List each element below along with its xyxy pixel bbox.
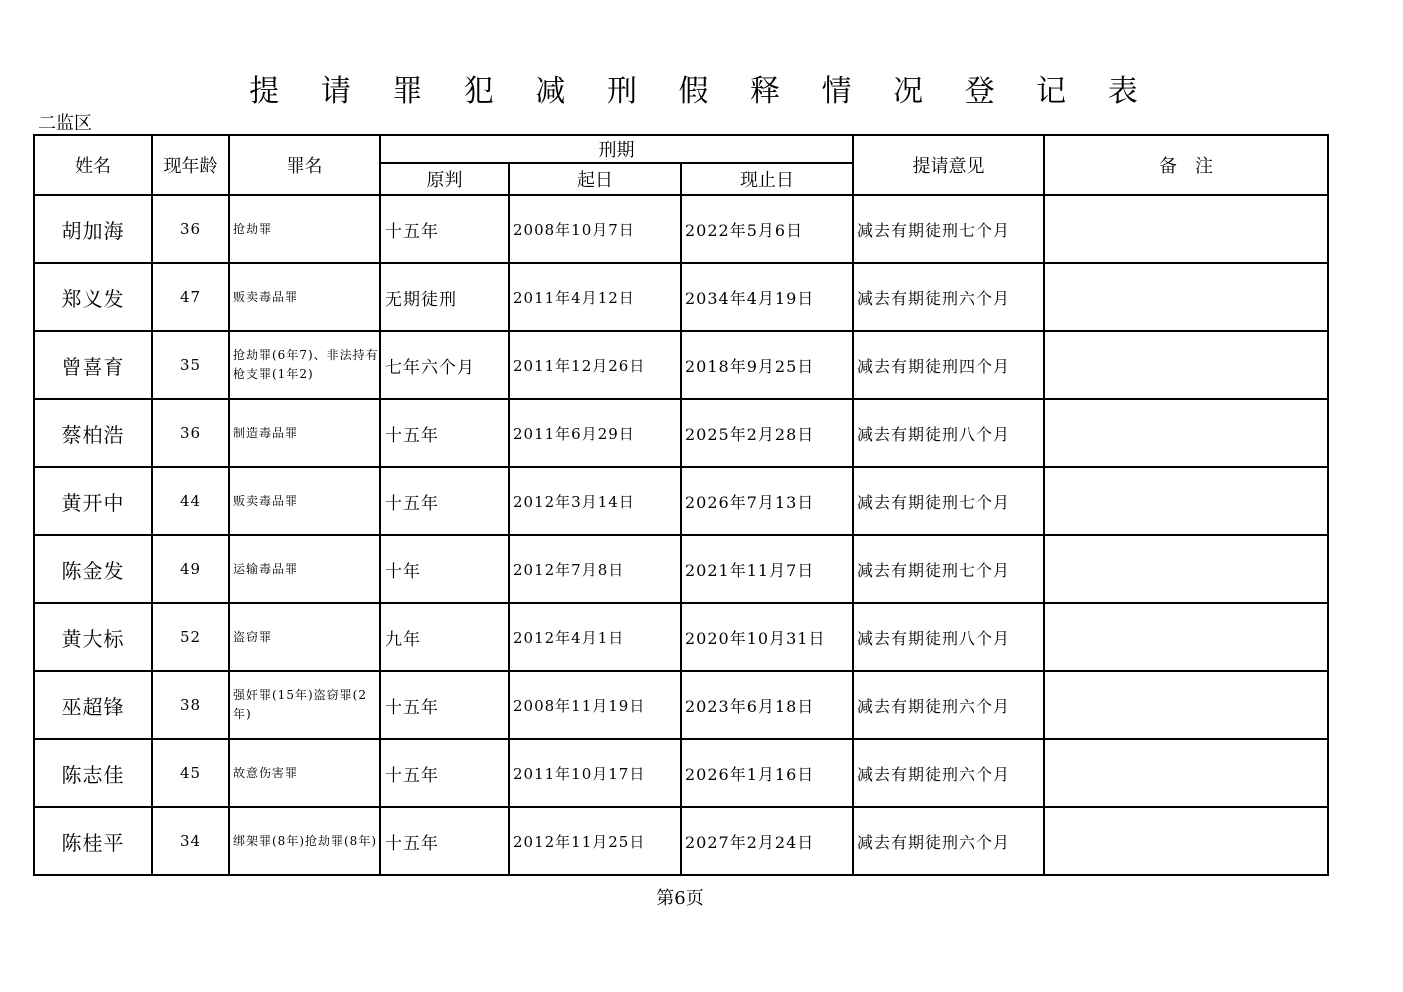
table-row [34, 399, 1328, 467]
table-row [34, 331, 1328, 399]
crime-cell: 运输毒品罪 [229, 535, 380, 603]
age-cell: 36 [152, 399, 229, 467]
start-date-cell: 2011年6月29日 [509, 399, 681, 467]
name-cell: 巫超锋 [34, 671, 152, 739]
name-cell: 黄大标 [34, 603, 152, 671]
opinion-cell: 减去有期徒刑七个月 [853, 467, 1044, 535]
end-date-cell: 2022年5月6日 [681, 195, 853, 263]
header-term: 刑期 [380, 135, 853, 163]
table-header [34, 135, 1328, 195]
crime-cell: 制造毒品罪 [229, 399, 380, 467]
remarks-cell [1044, 603, 1328, 671]
remarks-cell [1044, 671, 1328, 739]
end-date-cell: 2034年4月19日 [681, 263, 853, 331]
name-cell: 陈桂平 [34, 807, 152, 875]
name-cell: 黄开中 [34, 467, 152, 535]
crime-cell: 盗窃罪 [229, 603, 380, 671]
original-sentence-cell: 十五年 [380, 739, 509, 807]
crime-cell: 抢劫罪 [229, 195, 380, 263]
opinion-cell: 减去有期徒刑八个月 [853, 603, 1044, 671]
name-cell: 郑义发 [34, 263, 152, 331]
opinion-cell: 减去有期徒刑七个月 [853, 535, 1044, 603]
header-start-date: 起日 [509, 163, 681, 195]
name-cell: 胡加海 [34, 195, 152, 263]
remarks-cell [1044, 807, 1328, 875]
start-date-cell: 2008年10月7日 [509, 195, 681, 263]
end-date-cell: 2020年10月31日 [681, 603, 853, 671]
header-end-date: 现止日 [681, 163, 853, 195]
page-number: 第6页 [656, 888, 704, 909]
original-sentence-cell: 十五年 [380, 807, 509, 875]
start-date-cell: 2011年10月17日 [509, 739, 681, 807]
age-cell: 52 [152, 603, 229, 671]
start-date-cell: 2012年7月8日 [509, 535, 681, 603]
table-row [34, 535, 1328, 603]
start-date-cell: 2012年11月25日 [509, 807, 681, 875]
opinion-cell: 减去有期徒刑六个月 [853, 807, 1044, 875]
opinion-cell: 减去有期徒刑六个月 [853, 263, 1044, 331]
original-sentence-cell: 无期徒刑 [380, 263, 509, 331]
original-sentence-cell: 十五年 [380, 671, 509, 739]
name-cell: 蔡柏浩 [34, 399, 152, 467]
page-title: 提 请 罪 犯 减 刑 假 释 情 况 登 记 表 [249, 74, 1154, 109]
remarks-cell [1044, 263, 1328, 331]
header-original-sentence: 原判 [380, 163, 509, 195]
header-name: 姓名 [34, 135, 152, 195]
age-cell: 49 [152, 535, 229, 603]
end-date-cell: 2027年2月24日 [681, 807, 853, 875]
start-date-cell: 2011年12月26日 [509, 331, 681, 399]
table-row [34, 739, 1328, 807]
original-sentence-cell: 九年 [380, 603, 509, 671]
table-row [34, 807, 1328, 875]
start-date-cell: 2011年4月12日 [509, 263, 681, 331]
end-date-cell: 2026年7月13日 [681, 467, 853, 535]
original-sentence-cell: 七年六个月 [380, 331, 509, 399]
end-date-cell: 2025年2月28日 [681, 399, 853, 467]
opinion-cell: 减去有期徒刑八个月 [853, 399, 1044, 467]
opinion-cell: 减去有期徒刑七个月 [853, 195, 1044, 263]
age-cell: 35 [152, 331, 229, 399]
crime-cell: 抢劫罪(6年7)、非法持有枪支罪(1年2) [229, 331, 380, 399]
crime-cell: 贩卖毒品罪 [229, 263, 380, 331]
age-cell: 45 [152, 739, 229, 807]
age-cell: 38 [152, 671, 229, 739]
original-sentence-cell: 十年 [380, 535, 509, 603]
end-date-cell: 2026年1月16日 [681, 739, 853, 807]
name-cell: 曾喜育 [34, 331, 152, 399]
start-date-cell: 2012年3月14日 [509, 467, 681, 535]
age-cell: 36 [152, 195, 229, 263]
opinion-cell: 减去有期徒刑六个月 [853, 671, 1044, 739]
original-sentence-cell: 十五年 [380, 399, 509, 467]
table-row [34, 263, 1328, 331]
header-crime: 罪名 [229, 135, 380, 195]
header-remarks: 备 注 [1044, 135, 1328, 195]
end-date-cell: 2021年11月7日 [681, 535, 853, 603]
age-cell: 34 [152, 807, 229, 875]
remarks-cell [1044, 467, 1328, 535]
crime-cell: 绑架罪(8年)抢劫罪(8年) [229, 807, 380, 875]
end-date-cell: 2023年6月18日 [681, 671, 853, 739]
table-row [34, 671, 1328, 739]
name-cell: 陈志佳 [34, 739, 152, 807]
end-date-cell: 2018年9月25日 [681, 331, 853, 399]
remarks-cell [1044, 399, 1328, 467]
table-row [34, 467, 1328, 535]
register-table [33, 134, 1329, 876]
opinion-cell: 减去有期徒刑六个月 [853, 739, 1044, 807]
age-cell: 44 [152, 467, 229, 535]
crime-cell: 贩卖毒品罪 [229, 467, 380, 535]
name-cell: 陈金发 [34, 535, 152, 603]
age-cell: 47 [152, 263, 229, 331]
crime-cell: 故意伤害罪 [229, 739, 380, 807]
remarks-cell [1044, 195, 1328, 263]
start-date-cell: 2008年11月19日 [509, 671, 681, 739]
remarks-cell [1044, 535, 1328, 603]
header-opinion: 提请意见 [853, 135, 1044, 195]
remarks-cell [1044, 331, 1328, 399]
header-age: 现年龄 [152, 135, 229, 195]
remarks-cell [1044, 739, 1328, 807]
district-label: 二监区 [38, 113, 92, 134]
table-row [34, 603, 1328, 671]
table-body [34, 195, 1328, 875]
original-sentence-cell: 十五年 [380, 195, 509, 263]
table-row [34, 195, 1328, 263]
original-sentence-cell: 十五年 [380, 467, 509, 535]
crime-cell: 强奸罪(15年)盗窃罪(2年) [229, 671, 380, 739]
opinion-cell: 减去有期徒刑四个月 [853, 331, 1044, 399]
start-date-cell: 2012年4月1日 [509, 603, 681, 671]
